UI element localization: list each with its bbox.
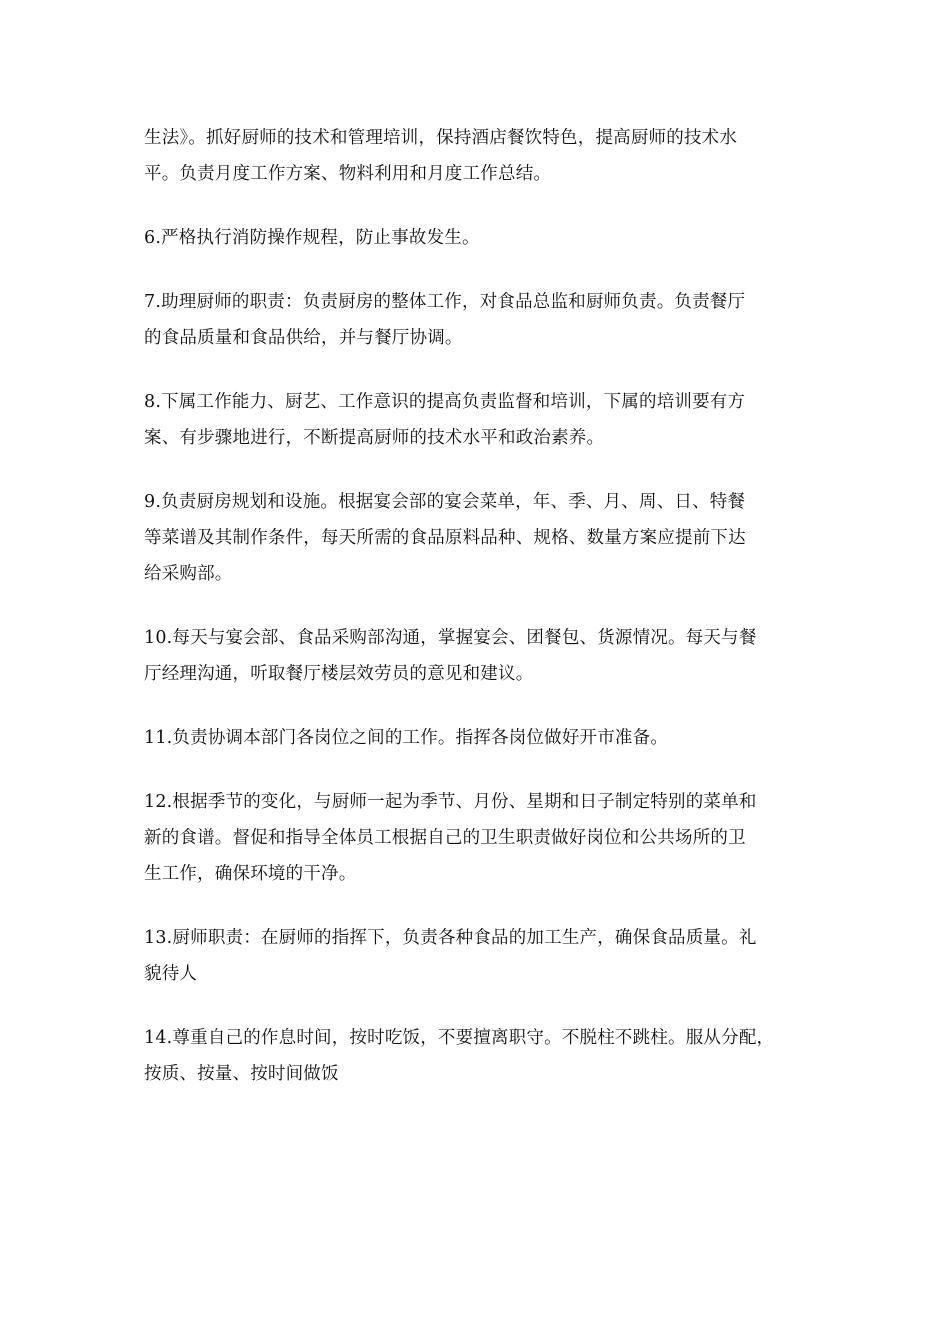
text-line: 生工作，确保环境的干净。 — [144, 864, 357, 884]
text-line: 等菜谱及其制作条件，每天所需的食品原料品种、规格、数量方案应提前下达 — [144, 528, 746, 548]
paragraph-item-13 — [144, 920, 824, 992]
text-line: 的食品质量和食品供给，并与餐厅协调。 — [144, 328, 463, 348]
text-line: 8.下属工作能力、厨艺、工作意识的提高负责监督和培训，下属的培训要有方 — [144, 392, 746, 412]
document-body — [144, 120, 824, 1120]
text-line: 14.尊重自己的作息时间，按时吃饭，不要擅离职守。不脱柱不跳柱。服从分配， — [144, 1028, 775, 1048]
paragraph-item-12 — [144, 784, 824, 892]
paragraph-item-10 — [144, 620, 824, 692]
text-line: 案、有步骤地进行，不断提高厨师的技术水平和政治素养。 — [144, 428, 605, 448]
text-line: 6.严格执行消防操作规程，防止事故发生。 — [144, 228, 480, 248]
text-line: 貌待人 — [144, 964, 198, 984]
text-line: 7.助理厨师的职责：负责厨房的整体工作，对食品总监和厨师负责。负责餐厅 — [144, 292, 746, 312]
paragraph-item-6 — [144, 220, 824, 256]
text-line: 10.每天与宴会部、食品采购部沟通，掌握宴会、团餐包、货源情况。每天与餐 — [144, 628, 757, 648]
text-line: 给采购部。 — [144, 564, 233, 584]
paragraph-item-9 — [144, 484, 824, 592]
paragraph-item-14 — [144, 1020, 824, 1092]
text-line: 厅经理沟通，听取餐厅楼层效劳员的意见和建议。 — [144, 664, 534, 684]
text-line: 13.厨师职责：在厨师的指挥下，负责各种食品的加工生产，确保食品质量。礼 — [144, 928, 757, 948]
paragraph-item-8 — [144, 384, 824, 456]
text-line: 12.根据季节的变化，与厨师一起为季节、月份、星期和日子制定特别的菜单和 — [144, 792, 757, 812]
text-line: 9.负责厨房规划和设施。根据宴会部的宴会菜单，年、季、月、周、日、特餐 — [144, 492, 746, 512]
paragraph-continued — [144, 120, 824, 192]
text-line: 11.负责协调本部门各岗位之间的工作。指挥各岗位做好开市准备。 — [144, 728, 669, 748]
paragraph-item-7 — [144, 284, 824, 356]
paragraph-item-11 — [144, 720, 824, 756]
text-line: 按质、按量、按时间做饭 — [144, 1064, 339, 1084]
text-line: 平。负责月度工作方案、物料利用和月度工作总结。 — [144, 164, 552, 184]
text-line: 生法》。抓好厨师的技术和管理培训，保持酒店餐饮特色，提高厨师的技术水 — [144, 128, 738, 148]
text-line: 新的食谱。督促和指导全体员工根据自己的卫生职责做好岗位和公共场所的卫 — [144, 828, 746, 848]
